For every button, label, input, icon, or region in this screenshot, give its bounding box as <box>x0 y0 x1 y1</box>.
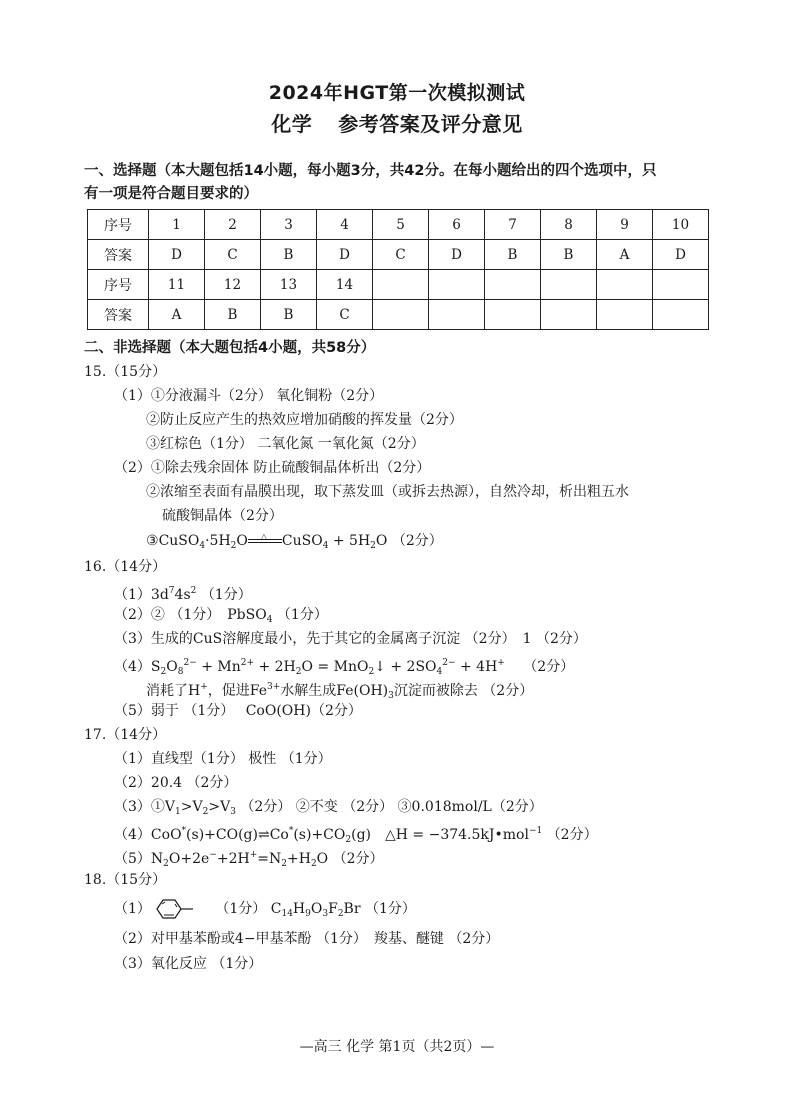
answer-table <box>87 209 709 330</box>
answer-table-row-ans <box>88 300 709 330</box>
table-cell: 1 <box>149 210 205 240</box>
q18-part3: （3）氧化反应 （1分） <box>114 956 263 972</box>
table-cell <box>653 300 709 330</box>
table-cell: B <box>485 240 541 270</box>
q15-part2a: （2）①除去残余固体 防止硫酸铜晶体析出（2分） <box>114 460 431 476</box>
table-cell: 8 <box>541 210 597 240</box>
table-cell <box>597 300 653 330</box>
q17-part4-equation: $(4)CoO^*(s)+CO(g)\rightleftharpoons Co^*(s)+CO_2(g)$ △H = −374.5kJ•mol$^{-1}$ （2分） <box>114 826 598 845</box>
q16-part4-equation: $(4)S_2O_8^{2-} + Mn^{2+} + 2H_2O$ = MnO$_2$↓ + $2SO_4^{2-} + 4H^+$ （2分） <box>114 658 575 677</box>
table-cell <box>597 270 653 300</box>
table-cell: 10 <box>653 210 709 240</box>
table-cell: D <box>653 240 709 270</box>
table-row-label: 答案 <box>88 240 149 270</box>
table-cell: B <box>261 300 317 330</box>
q15-part1a: （1）①分液漏斗（2分） 氧化铜粉（2分） <box>114 388 384 404</box>
table-cell: D <box>149 240 205 270</box>
heat-equals-sign: △ <box>248 536 282 546</box>
table-cell: 7 <box>485 210 541 240</box>
table-cell <box>485 300 541 330</box>
table-cell: 12 <box>205 270 261 300</box>
q16-part1: $(1)3d^74s^2$ （1分） <box>114 586 252 603</box>
q17-title: 17.（14分） <box>84 727 167 743</box>
table-cell: 14 <box>317 270 373 300</box>
table-cell: B <box>541 240 597 270</box>
table-row-label: 答案 <box>88 300 149 330</box>
table-cell <box>653 270 709 300</box>
table-cell: C <box>317 300 373 330</box>
table-row-label: 序号 <box>88 210 149 240</box>
subject-label: 化学 <box>271 112 313 136</box>
table-cell: 9 <box>597 210 653 240</box>
toluene-structure-icon <box>151 898 197 920</box>
table-cell: C <box>373 240 429 270</box>
table-cell <box>429 270 485 300</box>
answer-table-row-num <box>88 210 709 240</box>
table-cell: A <box>597 240 653 270</box>
table-cell <box>373 300 429 330</box>
q16-part4-explain: 消耗了H+，促进$Fe^{3+}$水解生成$Fe(OH)_3$沉淀而被除去 （2分） <box>146 682 534 701</box>
table-cell <box>485 270 541 300</box>
table-cell: B <box>261 240 317 270</box>
q15-part1b: ②防止反应产生的热效应增加硝酸的挥发量（2分） <box>146 412 463 428</box>
table-cell <box>373 270 429 300</box>
page-title: 2024年HGT第一次模拟测试 <box>268 82 526 104</box>
table-cell: D <box>429 240 485 270</box>
table-cell: A <box>149 300 205 330</box>
section1-heading: 一、选择题（本大题包括14小题，每小题3分，共42分。在每小题给出的四个选项中，只 有一项是符合题目要求的） <box>84 163 657 202</box>
answer-table-row-num <box>88 270 709 300</box>
table-cell <box>541 270 597 300</box>
q18-part2: （2）对甲基苯酚或4−甲基苯酚 （1分） 羧基、醚键 （2分） <box>114 931 500 947</box>
table-cell: D <box>317 240 373 270</box>
q15-part2c: 硫酸铜晶体（2分） <box>162 508 283 524</box>
table-cell: 3 <box>261 210 317 240</box>
q17-part5-equation: $(5)N_2O+2e^-+2H^+=N_2+H_2O$ （2分） <box>114 850 384 869</box>
table-cell: 4 <box>317 210 373 240</box>
q17-part3: $(3)①V_1>V_2>V_3$ （2分） ②不变 （2分） ③0.018mol/L（2分） <box>114 799 543 817</box>
q15-part2b: ②浓缩至表面有晶膜出现，取下蒸发皿（或拆去热源），自然冷却，析出粗五水 <box>146 484 629 500</box>
table-cell: 5 <box>373 210 429 240</box>
q15-part2d-equation: $③CuSO_4\cdot 5H_2O$ △ CuSO$_4$ + $5H_2O$ （2分） <box>146 532 443 551</box>
subtitle-rest: 参考答案及评分意见 <box>338 112 523 136</box>
q16-title: 16.（14分） <box>84 559 167 575</box>
q15-part1c: ③红棕色（1分） 二氧化氮 一氧化氮（2分） <box>146 436 425 452</box>
q17-part1: （1）直线型（1分） 极性 （1分） <box>114 751 332 767</box>
table-cell <box>541 300 597 330</box>
table-row-label: 序号 <box>88 270 149 300</box>
q18-title: 18.（15分） <box>84 872 167 888</box>
table-cell: C <box>205 240 261 270</box>
table-cell: B <box>205 300 261 330</box>
answer-table-row-ans <box>88 240 709 270</box>
q17-part2: （2）20.4 （2分） <box>114 775 238 791</box>
q18-part1: （1） （1分） $C_{14}H_9O_3F_2Br$ （1分） <box>114 898 416 924</box>
table-cell: 2 <box>205 210 261 240</box>
table-cell <box>429 300 485 330</box>
q16-part3: （3）生成的CuS溶解度最小，先于其它的金属离子沉淀 （2分） 1 （2分） <box>114 631 587 647</box>
table-cell: 11 <box>149 270 205 300</box>
section2-heading: 二、非选择题（本大题包括4小题，共58分） <box>84 340 376 356</box>
q15-title: 15.（15分） <box>84 364 167 380</box>
table-cell: 13 <box>261 270 317 300</box>
q16-part2: （2）② （1分） PbSO$_4$ （1分） <box>114 607 328 625</box>
q16-part5: （5）弱于 （1分） CoO(OH)（2分） <box>114 703 362 719</box>
page-footer: —高三 化学 第1页（共2页）— <box>299 1039 495 1055</box>
page-subtitle <box>0 108 794 137</box>
table-cell: 6 <box>429 210 485 240</box>
